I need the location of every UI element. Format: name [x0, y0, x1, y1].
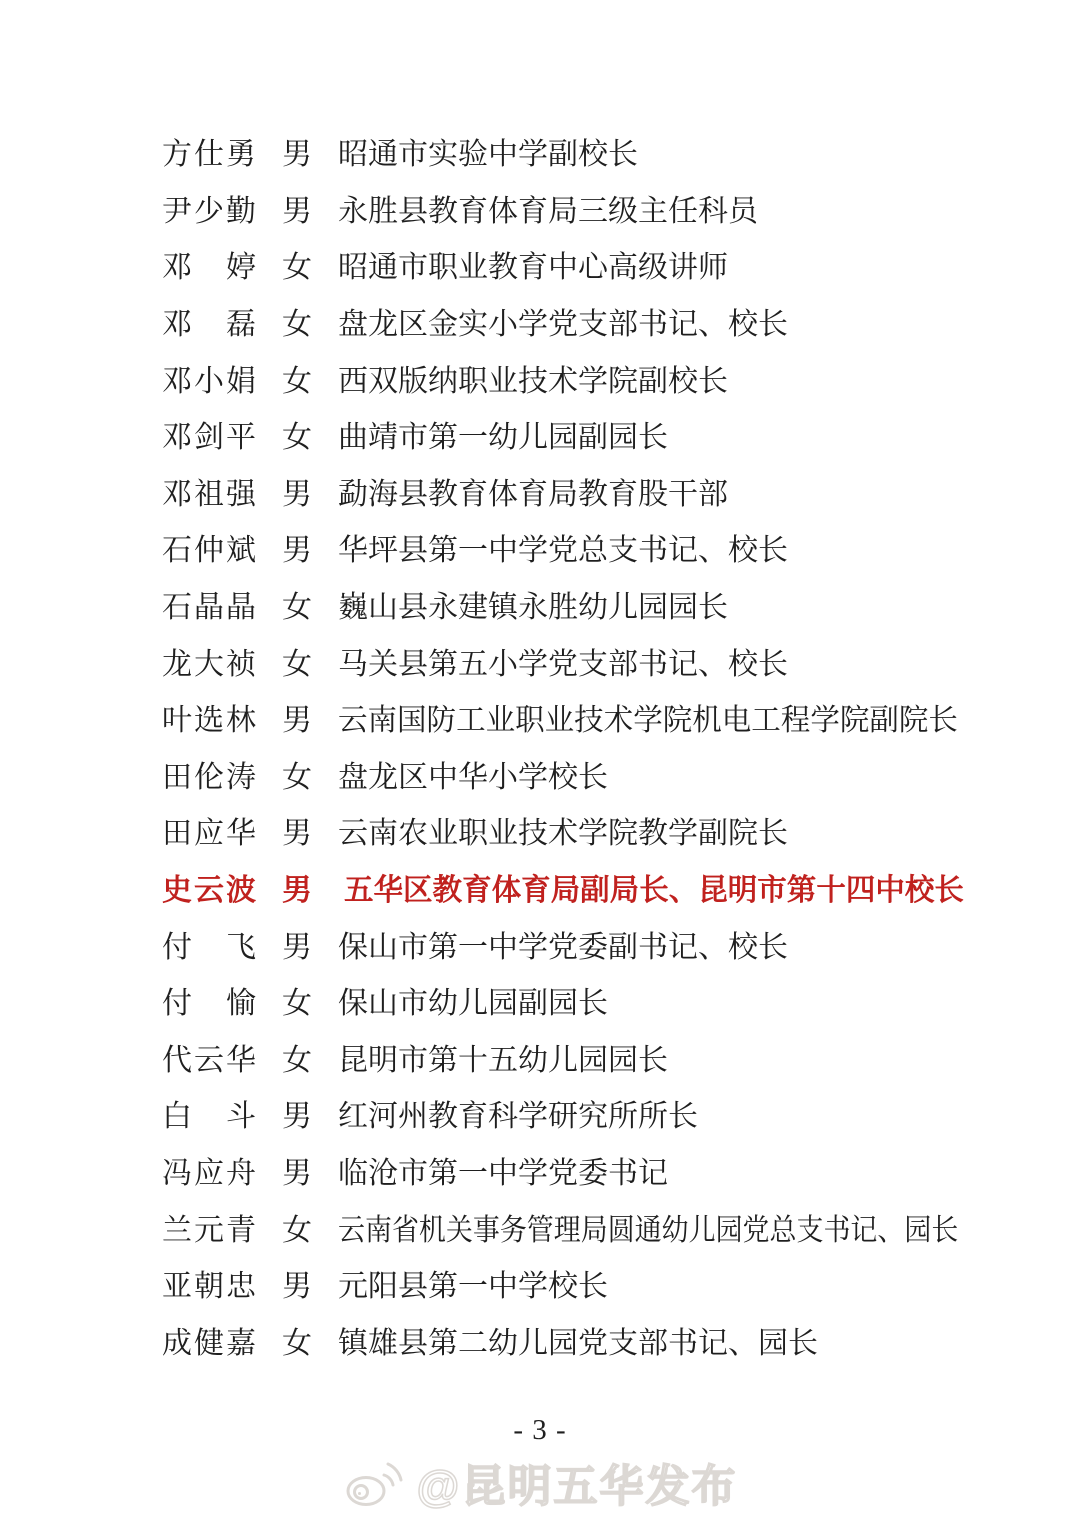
person-position: 华坪县第一中学党总支书记、校长	[338, 534, 788, 568]
person-gender: 女	[282, 364, 312, 398]
table-row	[162, 750, 1080, 807]
person-gender: 男	[282, 194, 312, 228]
person-position: 盘龙区金实小学党支部书记、校长	[338, 308, 788, 342]
table-row	[162, 693, 1080, 750]
person-name: 邓磊	[162, 308, 256, 342]
person-position: 昭通市职业教育中心高级讲师	[338, 251, 728, 285]
table-row	[162, 863, 1080, 920]
table-row	[162, 976, 1080, 1033]
person-gender: 女	[282, 591, 312, 625]
person-gender: 男	[282, 817, 312, 851]
person-name: 冯应舟	[162, 1156, 256, 1190]
person-gender: 男	[282, 1270, 312, 1304]
person-position: 昆明市第十五幼儿园园长	[338, 1043, 668, 1077]
person-name: 邓小娟	[162, 364, 256, 398]
personnel-roster	[162, 127, 1080, 1372]
person-name: 白斗	[162, 1100, 256, 1134]
person-position: 永胜县教育体育局三级主任科员	[338, 194, 758, 228]
person-name: 史云波	[162, 874, 256, 908]
person-name: 邓剑平	[162, 421, 256, 455]
person-position: 镇雄县第二幼儿园党支部书记、园长	[338, 1326, 818, 1360]
table-row	[162, 184, 1080, 241]
person-gender: 女	[282, 308, 312, 342]
person-position: 西双版纳职业技术学院副校长	[338, 364, 728, 398]
table-row	[162, 297, 1080, 354]
person-position: 云南农业职业技术学院教学副院长	[338, 817, 788, 851]
person-name: 邓祖强	[162, 477, 256, 511]
person-gender: 女	[282, 1043, 312, 1077]
person-name: 亚朝忠	[162, 1270, 256, 1304]
person-name: 兰元青	[162, 1213, 256, 1247]
person-position: 保山市第一中学党委副书记、校长	[338, 930, 788, 964]
person-name: 叶选林	[162, 704, 256, 738]
person-position: 曲靖市第一幼儿园副园长	[338, 421, 668, 455]
watermark	[0, 1450, 1080, 1514]
table-row	[162, 1315, 1080, 1372]
person-name: 付飞	[162, 930, 256, 964]
person-gender: 男	[282, 534, 312, 568]
person-name: 尹少勤	[162, 194, 256, 228]
person-name: 田应华	[162, 817, 256, 851]
person-position: 云南省机关事务管理局圆通幼儿园党总支书记、园长	[338, 1213, 959, 1247]
table-row	[162, 410, 1080, 467]
table-row	[162, 523, 1080, 580]
person-position: 巍山县永建镇永胜幼儿园园长	[338, 591, 728, 625]
person-gender: 女	[282, 1213, 312, 1247]
person-name: 石晶晶	[162, 591, 256, 625]
table-row	[162, 353, 1080, 410]
person-gender: 男	[282, 138, 312, 172]
person-gender: 男	[282, 930, 312, 964]
person-gender: 男	[282, 1100, 312, 1134]
person-position: 元阳县第一中学校长	[338, 1270, 608, 1304]
person-position: 盘龙区中华小学校长	[338, 760, 608, 794]
person-position: 五华区教育体育局副局长、昆明市第十四中校长	[344, 874, 964, 908]
person-position: 保山市幼儿园副园长	[338, 987, 608, 1021]
person-position: 临沧市第一中学党委书记	[338, 1156, 668, 1190]
table-row	[162, 1033, 1080, 1090]
person-name: 成健嘉	[162, 1326, 256, 1360]
person-name: 付愉	[162, 987, 256, 1021]
table-row	[162, 467, 1080, 524]
person-gender: 男	[282, 704, 312, 738]
weibo-icon	[343, 1455, 405, 1509]
person-name: 石仲斌	[162, 534, 256, 568]
person-name: 代云华	[162, 1043, 256, 1077]
person-gender: 女	[282, 251, 312, 285]
person-position: 红河州教育科学研究所所长	[338, 1100, 698, 1134]
table-row	[162, 1089, 1080, 1146]
table-row	[162, 636, 1080, 693]
person-gender: 女	[282, 647, 312, 681]
table-row	[162, 240, 1080, 297]
person-position: 昭通市实验中学副校长	[338, 138, 638, 172]
person-name: 邓婷	[162, 251, 256, 285]
table-row	[162, 806, 1080, 863]
person-position: 马关县第五小学党支部书记、校长	[338, 647, 788, 681]
page-number: - 3 -	[513, 1414, 567, 1446]
table-row	[162, 580, 1080, 637]
person-gender: 男	[282, 874, 312, 908]
person-gender: 男	[282, 1156, 312, 1190]
watermark-text: @昆明五华发布	[416, 1462, 738, 1511]
table-row	[162, 127, 1080, 184]
table-row	[162, 1202, 1080, 1259]
person-name: 田伦涛	[162, 760, 256, 794]
table-row	[162, 1146, 1080, 1203]
person-gender: 男	[282, 477, 312, 511]
person-name: 方仕勇	[162, 138, 256, 172]
person-gender: 女	[282, 421, 312, 455]
person-position: 勐海县教育体育局教育股干部	[338, 477, 728, 511]
person-gender: 女	[282, 760, 312, 794]
person-position: 云南国防工业职业技术学院机电工程学院副院长	[338, 704, 958, 738]
table-row	[162, 1259, 1080, 1316]
person-gender: 女	[282, 1326, 312, 1360]
person-name: 龙大祯	[162, 647, 256, 681]
person-gender: 女	[282, 987, 312, 1021]
table-row	[162, 919, 1080, 976]
